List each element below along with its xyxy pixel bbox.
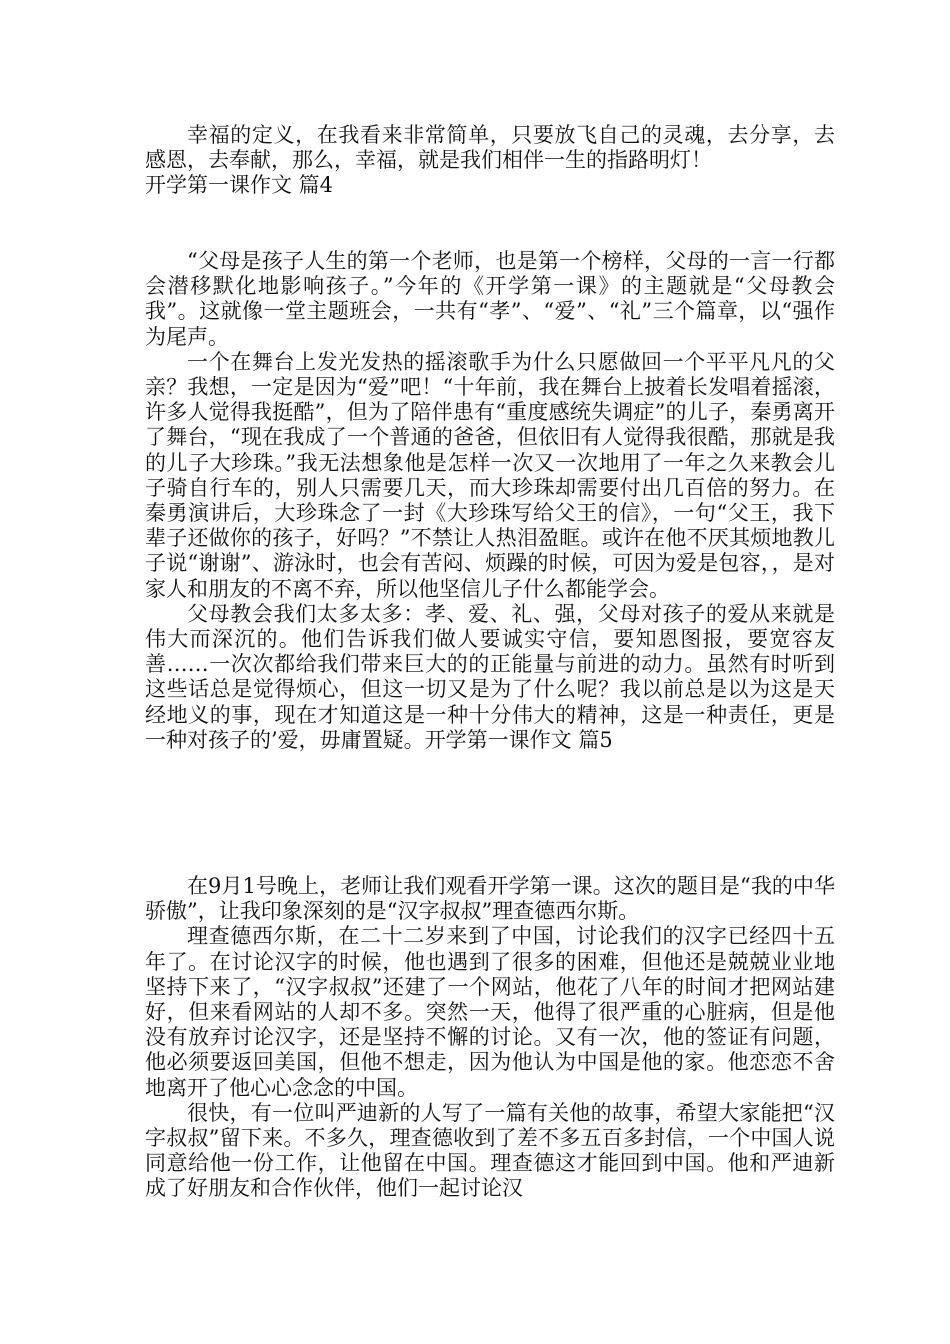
paragraph: 一个在舞台上发光发热的摇滚歌手为什么只愿做回一个平平凡凡的父亲？我想，一定是因为“爱”吧！“十年前，我在舞台上披着长发唱着摇滚，许多人觉得我挺酷”，但为了陪伴患有“重度感统失调症”的儿子，秦勇离开了舞台，“现在我成了一个普通的爸爸，但依旧有人觉得我很酷，那就是我的儿子大珍珠。”我无法想象他是怎样一次又一次地用了一年之久来教会儿子骑自行车的，别人只需要几天，而大珍珠却需要付出几百倍的努力。在秦勇演讲后，大珍珠念了一封《大珍珠写给父王的信》，一句“父王，我下辈子还做你的孩子，好吗？”不禁让人热泪盈眶。或许在他不厌其烦地教儿子说“谢谢”、游泳时，也会有苦闷、烦躁的时候，可因为爱是包容，，是对家人和朋友的不离不弃，所以他坚信儿子什么都能学会。 — [145, 349, 835, 601]
section-3 — [145, 874, 835, 1202]
paragraph: 很快，有一位叫严迪新的人写了一篇有关他的故事，希望大家能把“汉字叔叔”留下来。不多久，理查德收到了差不多五百多封信，一个中国人说同意给他一份工作，让他留在中国。理查德这才能回到中国。他和严迪新成了好朋友和合作伙伴，他们一起讨论汉 — [145, 1100, 835, 1201]
section-1 — [145, 123, 835, 199]
paragraph-with-heading — [145, 602, 835, 753]
paragraph: 在9月1号晚上，老师让我们观看开学第一课。这次的题目是“我的中华骄傲”，让我印象深刻的是“汉字叔叔”理查德西尔斯。 — [145, 874, 835, 924]
paragraph-text: 父母教会我们太多太多：孝、爱、礼、强，父母对孩子的爱从来就是伟大而深沉的。他们告诉我们做人要诚实守信，要知恩图报，要宽容友善……一次次都给我们带来巨大的的正能量与前进的动力。虽然有时听到这些话总是觉得烦心，但这一切又是为了什么呢？我以前总是以为这是天经地义的事，现在才知道这是一种十分伟大的精神，这是一种责任，更是一种对孩子的’爱，毋庸置疑。 — [145, 601, 835, 752]
section-heading: 开学第一课作文 篇5 — [424, 727, 613, 752]
paragraph: 幸福的定义，在我看来非常简单，只要放飞自己的灵魂，去分享，去感恩，去奉献，那么，幸福，就是我们相伴一生的指路明灯！ — [145, 123, 835, 173]
section-2 — [145, 249, 835, 753]
section-heading: 开学第一课作文 篇4 — [145, 173, 334, 198]
paragraph: “父母是孩子人生的第一个老师，也是第一个榜样，父母的一言一行都会潜移默化地影响孩子。”今年的《开学第一课》的主题就是“父母教会我”。这就像一堂主题班会，一共有“孝”、“爱”、“礼”三个篇章，以“强作为尾声。 — [145, 249, 835, 349]
paragraph: 理查德西尔斯，在二十二岁来到了中国，讨论我们的汉字已经四十五年了。在讨论汉字的时候，他也遇到了很多的困难，但他还是兢兢业业地坚持下来了，“汉字叔叔”还建了一个网站，他花了八年的时间才把网站建好，但来看网站的人却不多。突然一天，他得了很严重的心脏病，但是他没有放弃讨论汉字，还是坚持不懈的讨论。又有一次，他的签证有问题，他必须要返回美国，但他不想走，因为他认为中国是他的家。他恋恋不舍地离开了他心心念念的中国。 — [145, 924, 835, 1100]
